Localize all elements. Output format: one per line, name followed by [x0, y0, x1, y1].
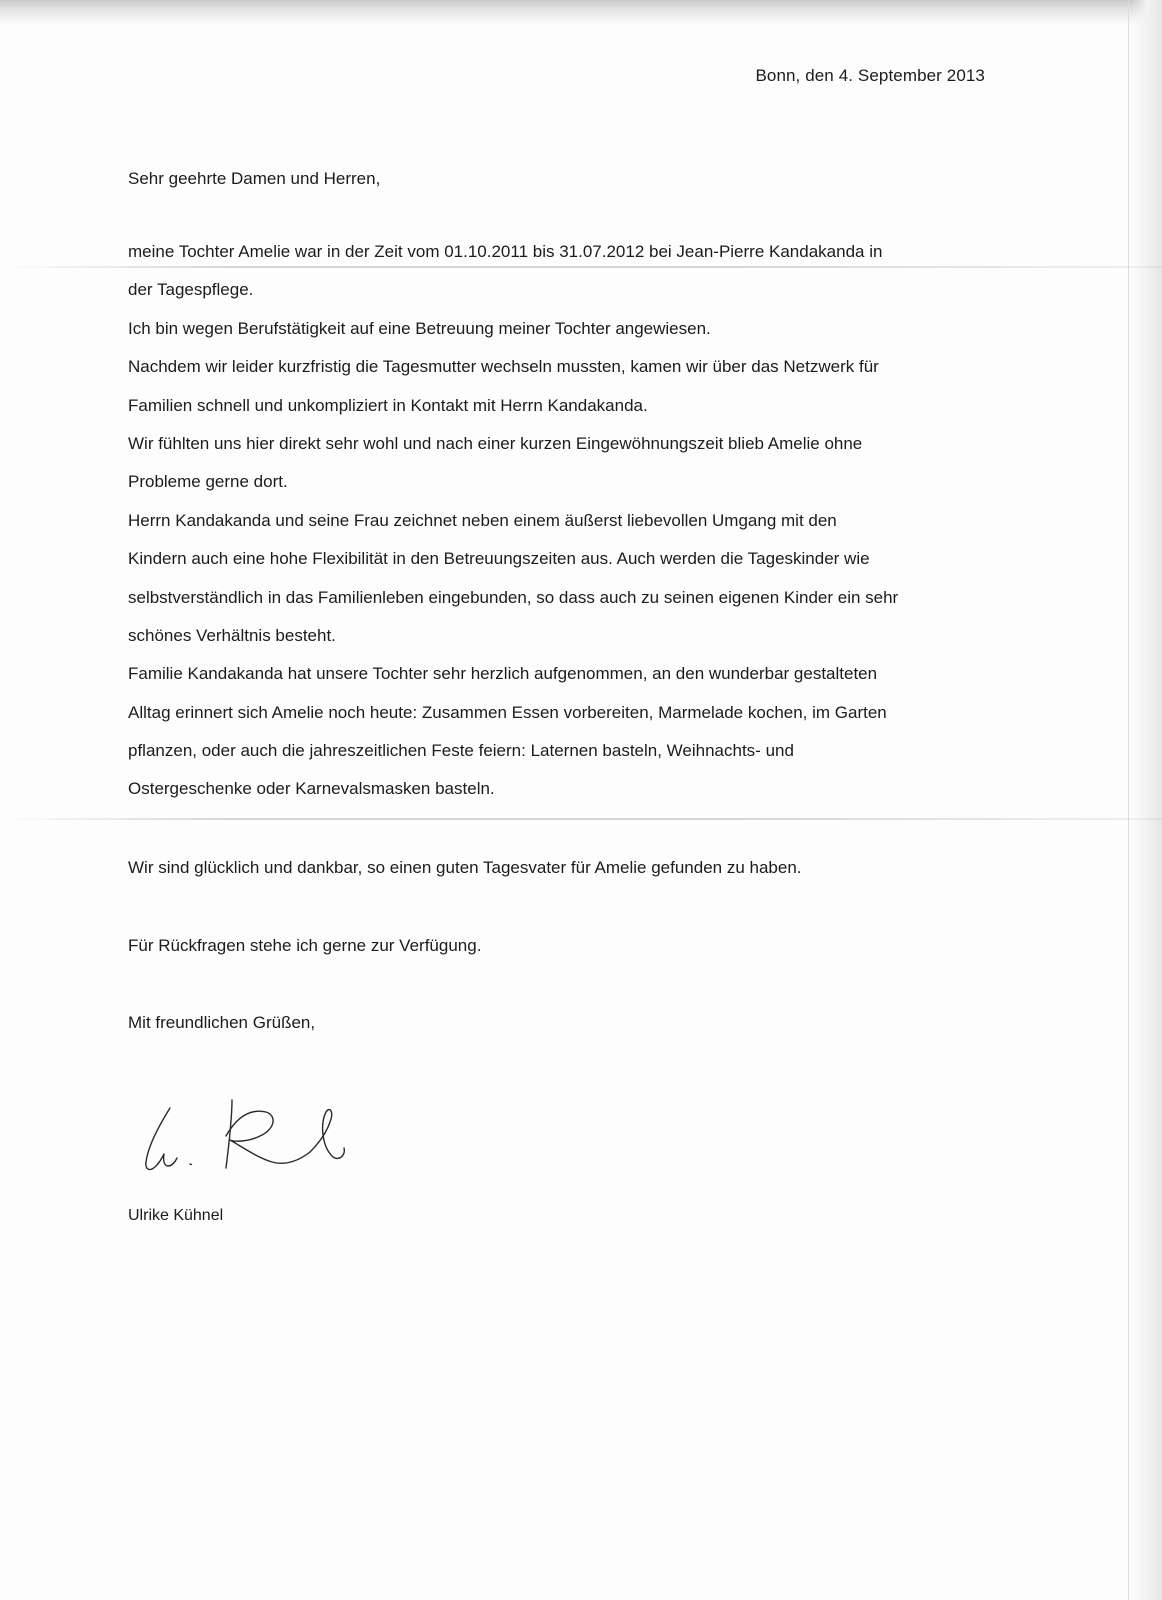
body-line: Ich bin wegen Berufstätigkeit auf eine Betreuung meiner Tochter angewiesen.	[128, 318, 711, 338]
body-line: Familien schnell und unkompliziert in Kontakt mit Herrn Kandakanda.	[128, 395, 648, 415]
paper-edge	[1128, 0, 1129, 1600]
questions-paragraph: Für Rückfragen stehe ich gerne zur Verfügung.	[128, 936, 482, 955]
body-line: selbstverständlich in das Familienleben eingebunden, so dass auch zu seinen eigenen Kinder ein sehr	[128, 587, 899, 607]
scan-shadow-right	[1132, 0, 1162, 1600]
body-line: Alltag erinnert sich Amelie noch heute: Zusammen Essen vorbereiten, Marmelade kochen, im Garten	[128, 702, 887, 722]
salutation: Sehr geehrte Damen und Herren,	[128, 169, 381, 188]
handwritten-signature	[140, 1096, 370, 1192]
body-line: schönes Verhältnis besteht.	[128, 625, 336, 645]
signer-name: Ulrike Kühnel	[128, 1207, 224, 1224]
body-line: meine Tochter Amelie war in der Zeit vom 01.10.2011 bis 31.07.2012 bei Jean-Pierre Kandakanda in	[128, 242, 883, 261]
closing-phrase: Mit freundlichen Grüßen,	[128, 1013, 316, 1032]
body-line: Probleme gerne dort.	[128, 472, 288, 492]
body-line: Kindern auch eine hohe Flexibilität in den Betreuungszeiten aus. Auch werden die Tageskinder wie	[128, 549, 870, 569]
thanks-paragraph: Wir sind glücklich und dankbar, so einen guten Tagesvater für Amelie gefunden zu haben.	[128, 858, 802, 877]
body-line: Ostergeschenke oder Karnevalsmasken basteln.	[128, 779, 495, 799]
scan-shadow-top	[0, 0, 1162, 26]
body-line: Familie Kandakanda hat unsere Tochter sehr herzlich aufgenommen, an den wunderbar gestalteten	[128, 664, 878, 684]
fold-line	[0, 818, 1162, 820]
letter-body	[128, 240, 1008, 816]
letter-date: Bonn, den 4. September 2013	[755, 66, 985, 85]
body-line: Wir fühlten uns hier direkt sehr wohl und nach einer kurzen Eingewöhnungszeit blieb Amelie ohne	[128, 433, 863, 453]
body-line: pflanzen, oder auch die jahreszeitlichen Feste feiern: Laternen basteln, Weihnachts- und	[128, 741, 794, 761]
body-line: Nachdem wir leider kurzfristig die Tagesmutter wechseln mussten, kamen wir über das Netzwerk für	[128, 357, 879, 377]
body-line: der Tagespflege.	[128, 280, 254, 300]
body-line: Herrn Kandakanda und seine Frau zeichnet neben einem äußerst liebevollen Umgang mit den	[128, 510, 837, 530]
